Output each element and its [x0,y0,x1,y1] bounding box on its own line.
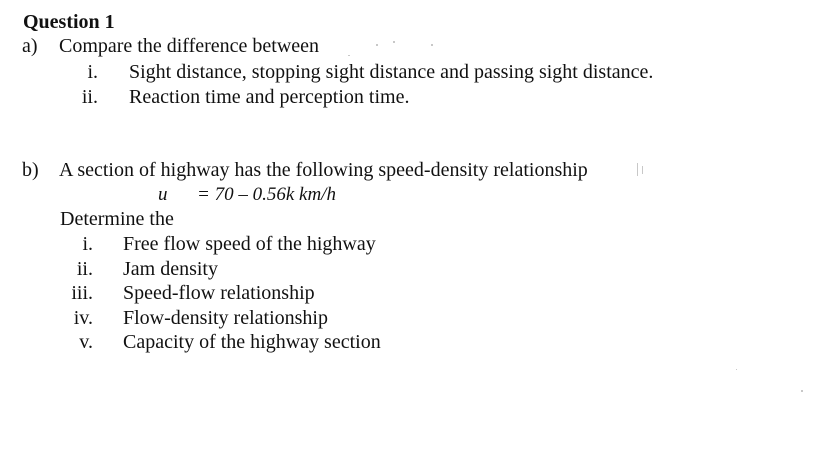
determine-label: Determine the [60,208,174,230]
part-b-item-4-number: iv. [73,307,93,329]
equation-rhs: = 70 – 0.56k km/h [197,184,336,205]
part-a-item-2-number: ii. [81,86,98,108]
part-a-item-2-text: Reaction time and perception time. [129,86,410,108]
part-a-prompt: Compare the difference between [59,35,320,57]
part-b-item-5-text: Capacity of the highway section [123,331,381,353]
part-b-item-1-number: i. [82,233,93,255]
scan-artifact-dot [801,390,803,392]
scan-artifact-dot [431,44,433,46]
part-b-item-2-text: Jam density [123,258,218,280]
part-b-item-5-number: v. [79,331,93,353]
part-b-prompt: A section of highway has the following speed-density relationship [59,159,588,181]
part-a-item-1-text: Sight distance, stopping sight distance and passing sight distance. [129,61,654,83]
part-a-label: a) [22,35,38,57]
scan-artifact-dot [393,41,395,43]
scan-artifact-dot [736,369,737,370]
part-b-label: b) [22,159,39,181]
equation-lhs: u [158,184,168,205]
question-title: Question 1 [23,11,115,33]
scan-artifact-dot [376,44,378,46]
part-b-item-2-number: ii. [76,258,93,280]
scan-artifact-mark [637,163,638,176]
part-a-item-1-number: i. [87,61,98,83]
part-b-item-3-number: iii. [71,282,93,304]
part-b-item-1-text: Free flow speed of the highway [123,233,376,255]
scan-artifact-mark [642,166,643,174]
part-b-item-3-text: Speed-flow relationship [123,282,315,304]
part-b-item-4-text: Flow-density relationship [123,307,328,329]
scan-artifact-dot [348,55,350,56]
